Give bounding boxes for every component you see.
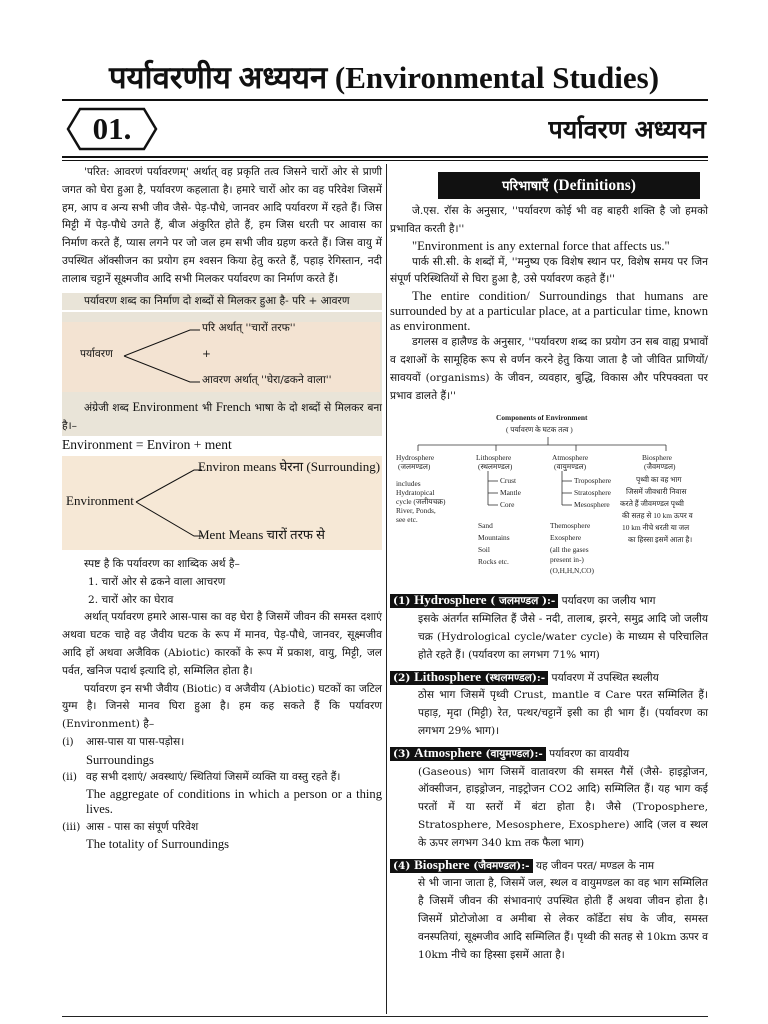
column-divider (386, 164, 387, 1014)
section-title-hi: (जैवमण्डल):- (473, 859, 530, 872)
section-heading (390, 744, 546, 761)
atmo-line: (O,H,H,N,CO) (550, 566, 594, 576)
diagram2-top-label: Environ means घेरना (Surrounding) (198, 458, 381, 474)
section-title-en: Hydrosphere (414, 592, 487, 608)
section-first-line: पर्यावरण का वायवीय (549, 747, 630, 760)
list-item (62, 769, 382, 787)
definition-ross-en: "Environment is any external force that affects us." (412, 238, 670, 253)
litho-part: Crust (500, 476, 517, 486)
hydro-line: includes (396, 479, 421, 489)
biosphere-label: Biosphere (642, 453, 672, 463)
definition-ross: जे.एस. रॉस के अनुसार, ''पर्यावरण कोई भी वह बाहरी शक्ति है जो हमको प्रभावित करती है।'' (390, 205, 708, 235)
literal-item: 2. चारों ओर का घेराव (88, 593, 174, 606)
list-text: आस - पास का संपूर्ण परिवेश (86, 820, 199, 833)
definitions-heading-hi: परिभाषाएँ (502, 179, 549, 194)
diagram-root-label: पर्यावरण (80, 348, 113, 361)
section-heading (390, 856, 533, 873)
atmosphere-label: Atmosphere (552, 453, 589, 463)
section-body: इसके अंतर्गत सम्मिलित हैं जैसे - नदी, तालाब, झरने, समुद्र आदि जो जलीय चक्र (Hydrological cycle/water cycle) के माध्यम से परिचालित होते रहते हैं। (पर्यावरण का लगभग 71% भाग) (418, 613, 708, 661)
definition-park-en: The entire condition/ Surroundings that humans are surrounded by at a particular place, at a particular time, known as environment. (390, 289, 708, 334)
hydrosphere-label: Hydrosphere (396, 453, 435, 463)
environment-diagram (62, 456, 382, 550)
components-paragraph: पर्यावरण इन सभी जैवीय (Biotic) व अजैवीय (Abiotic) घटकों का जटिल युग्म है। जिनसे मानव घिरा हुआ है। हम कह सकते हैं कि पर्यावरण (Environment) है– (62, 682, 382, 731)
list-text: वह सभी दशाएं/ अवस्थाएं/ स्थितियां जिसमें व्यक्ति या वस्तु रहते हैं। (86, 770, 341, 783)
literal-item: 1. चारों ओर से ढकने वाला आचरण (88, 575, 226, 588)
section-title-hi: (स्थलमण्डल):- (484, 671, 546, 684)
paryavaran-diagram (62, 312, 382, 400)
header-rule (62, 156, 708, 158)
section-title-hi: (वायुमण्डल):- (485, 747, 543, 760)
literal-meaning-text: स्पष्ट है कि पर्यावरण का शाब्दिक अर्थ है– (84, 557, 240, 570)
diagram2-root-label: Environment (66, 492, 134, 508)
litho-line: Sand (478, 521, 493, 531)
diagram-bottom-label: आवरण अर्थात् ''घेरा/ढकने वाला'' (202, 374, 332, 387)
english-origin-a: अंग्रेजी शब्द (84, 402, 129, 415)
english-word: Environment (132, 400, 199, 415)
list-number: (i) (62, 735, 74, 748)
english-origin-b: भी (201, 402, 213, 415)
section-number: (3) (393, 747, 411, 760)
definition-paragraph: अर्थात् पर्यावरण हमारे आस-पास का वह घेरा है जिसमें जीवन की समस्त दशाएं अथवा घटक चाहे वह जैवीय घटक के रूप में मानव, पेड़-पौधे, जानवर, सूक्ष्मजीव आदि हों अथवा अजैविक (Abiotic) कारकों के रूप में प्रकाश, वायु, मिट्टी, जल पर्वत, खनिज पदार्थ इत्यादि हो, सम्मिलित होता है। (62, 611, 382, 677)
environment-equation: Environment = Environ + ment (62, 436, 232, 452)
definitions-heading (438, 172, 700, 199)
title-rule (62, 99, 708, 101)
bio-line: पृथ्वी का वह भाग (636, 475, 682, 485)
bio-line: जिसमें जीवधारी निवास (626, 487, 687, 497)
diagram-top-label: परि अर्थात् ''चारों तरफ'' (202, 322, 296, 335)
definition-park: पार्क सी.सी. के शब्दों में, ''मनुष्य एक विशेष स्थान पर, विशेष समय पर जिन संपूर्ण परिस्थितियों से घिरा हुआ है, उसे पर्यावरण कहते हैं।'' (390, 255, 708, 286)
section-body: से भी जाना जाता है, जिसमें जल, स्थल व वायुमण्डल का वह भाग सम्मिलित है जिसमें जीवन की संभावनाएं उपस्थित होती हैं अथवा जीवन होता है। जिसमें प्रोटोजोआ व अमीबा से लेकर कॉर्डेटा संघ के जीव, समस्त वनस्पतियां, सूक्ष्मजीव आदि सम्मिलित हैं। पृथ्वी की सतह से 10km ऊपर व 10km नीचे का हिस्सा इसमें आता है। (418, 877, 708, 961)
list-number: (iii) (62, 820, 81, 833)
list-number: (ii) (62, 770, 78, 783)
section-atmosphere (390, 744, 708, 853)
footer-rule (62, 1016, 708, 1017)
lithosphere-hi: (स्थलमण्डल) (478, 462, 513, 472)
section-lithosphere (390, 668, 708, 741)
hydro-line: cycle (जलीयचक्र) (396, 497, 446, 507)
definitions-heading-en: (Definitions) (553, 177, 636, 194)
list-item (62, 819, 382, 837)
atmo-line: Exosphere (550, 533, 582, 543)
french-word: French (215, 400, 251, 415)
litho-part: Mantle (500, 488, 521, 498)
hydro-line: River, Ponds, (396, 506, 436, 516)
litho-part: Core (500, 500, 515, 510)
hydro-line: see etc. (396, 515, 418, 525)
diagram-plus-label: + (202, 348, 211, 361)
litho-line: Soil (478, 545, 490, 555)
section-heading (390, 594, 558, 608)
section-biosphere (390, 856, 708, 965)
litho-line: Mountains (478, 533, 510, 543)
atmo-line: present in-) (550, 555, 584, 565)
chapter-number-box (66, 107, 158, 151)
diagram2-bottom-label: Ment Means चारों तरफ से (198, 526, 325, 542)
list-item (62, 734, 382, 752)
chapter-title: पर्यावरण अध्ययन (548, 115, 706, 144)
atmo-line: (all the gases (550, 545, 589, 555)
header-rule-thin (62, 160, 708, 161)
intro-paragraph: 'परित: आवरणं पर्यावरणम्' अर्थात् वह प्रकृति तत्व जिसने चारों ओर से प्राणी जगत को घेरा हुआ है, पर्यावरण कहलाता है। हमारे चारों ओर का वह परिवेश जिसमें हम, आप व अन्य सभी जीव जैसे- पेड़-पौधे, जानवर आदि पर्यावरण में रहते हैं। जिस मिट्टी में पेड़-पौधे उगते हैं, बीज अंकुरित होते हैं, हम जिस धरती पर आवास का निर्माण करते हैं, प्यास लगने पर जो जल हम सभी जीव ग्रहण करते हैं। जिस वायु में उपस्थित ऑक्सीजन का प्रयोग हम श्वसन किया हेतु करते हैं, पहाड़ रेगिस्तान, नदी तालाब चट्टानें सूक्ष्मजीव आदि सभी मिलकर पर्यावरण का निर्माण करते हैं। (62, 166, 382, 285)
figure-subtitle: ( पर्यावरण के घटक तत्व ) (506, 425, 573, 435)
litho-line: Rocks etc. (478, 557, 509, 567)
list-english: Surroundings (86, 752, 154, 767)
section-title-hi: ( जलमण्डल ):- (490, 595, 556, 608)
bio-line: की सतह से 10 km ऊपर व (622, 511, 693, 521)
atmo-part: Mesosphere (574, 500, 610, 510)
definition-douglas: डगलस व हालैण्ड के अनुसार, ''पर्यावरण शब्द का प्रयोग उन सब वाह्य प्रभावों व दशाओं के सामूहिक रूप से वर्णन करने हेतु किया जाता है जो जीवित प्राणियों/ सावयवों (organisms) के जीवन, व्यवहार, बुद्धि, विकास और परिपक्वता पर प्रभाव डालते हैं।'' (390, 336, 708, 402)
list-english: The totality of Surroundings (86, 837, 230, 852)
atmosphere-hi: (वायुमण्डल) (554, 462, 587, 472)
section-hydrosphere (390, 591, 708, 664)
components-figure (390, 409, 708, 585)
section-number: (1) (393, 595, 411, 608)
section-title-en: Lithosphere (414, 668, 482, 684)
english-origin-c: भाषा के दो शब्दों से मिलकर बना है।– (62, 402, 383, 433)
english-origin-text (62, 400, 382, 436)
atmo-part: Stratosphere (574, 488, 611, 498)
section-heading (390, 668, 548, 685)
atmo-part: Troposphere (574, 476, 612, 486)
section-first-line: यह जीवन परत/ मण्डल के नाम (535, 859, 655, 872)
figure-title: Components of Environment (496, 413, 588, 423)
section-title-en: Biosphere (414, 856, 470, 872)
section-first-line: पर्यावरण में उपस्थित स्थलीय (551, 671, 659, 684)
hydro-line: Hydratopical (396, 488, 435, 498)
section-number: (4) (393, 859, 411, 872)
left-column (62, 164, 382, 853)
list-english: The aggregate of conditions in which a person or a thing lives. (86, 786, 382, 816)
list-text: आस-पास या पास-पड़ोस। (86, 735, 185, 748)
bio-line: का हिस्सा इसमें आता है। (628, 535, 693, 545)
chapter-number: 01. (92, 111, 132, 146)
section-title-en: Atmosphere (414, 744, 482, 760)
section-number: (2) (393, 671, 411, 684)
page-title: पर्यावरणीय अध्ययन (Environmental Studies) (108, 60, 660, 95)
right-column (390, 172, 708, 967)
biosphere-hi: (जैवमण्डल) (644, 462, 676, 472)
atmo-line: Themosphere (550, 521, 591, 531)
bio-line: करते हैं जीवमण्डल पृथ्वी (620, 499, 684, 509)
section-first-line: पर्यावरण का जलीय भाग (561, 595, 656, 608)
hydrosphere-hi: (जलमण्डल) (398, 462, 431, 472)
section-body: (Gaseous) भाग जिसमें वातावरण की समस्त गैसें (जैसे- हाइड्रोजन, ऑक्सीजन, हाइड्रोजन, नाइट्रोजन CO2 आदि) सम्मिलित हैं। यह भाग कई परतों में या स्तरों में बंटा होता है। जैसे (Troposphere, Stratosphere, Mesosphere, Exosphere) आदि (जल व स्थल के ऊपर लगभग 340 km तक फैला भाग) (418, 765, 708, 849)
bio-line: 10 km नीचे धरती या जल (622, 523, 690, 533)
formation-text: पर्यावरण शब्द का निर्माण दो शब्दों से मिलकर हुआ है- परि + आवरण (62, 293, 382, 311)
lithosphere-label: Lithosphere (476, 453, 512, 463)
section-body: ठोस भाग जिसमें पृथ्वी Crust, mantle व Care परत सम्मिलित हैं। पहाड़, मृदा (मिट्टी) रेत, पत्थर/चट्टानें इसी का ही भाग हैं। (पर्यावरण का लगभग 29% भाग)। (418, 689, 708, 737)
